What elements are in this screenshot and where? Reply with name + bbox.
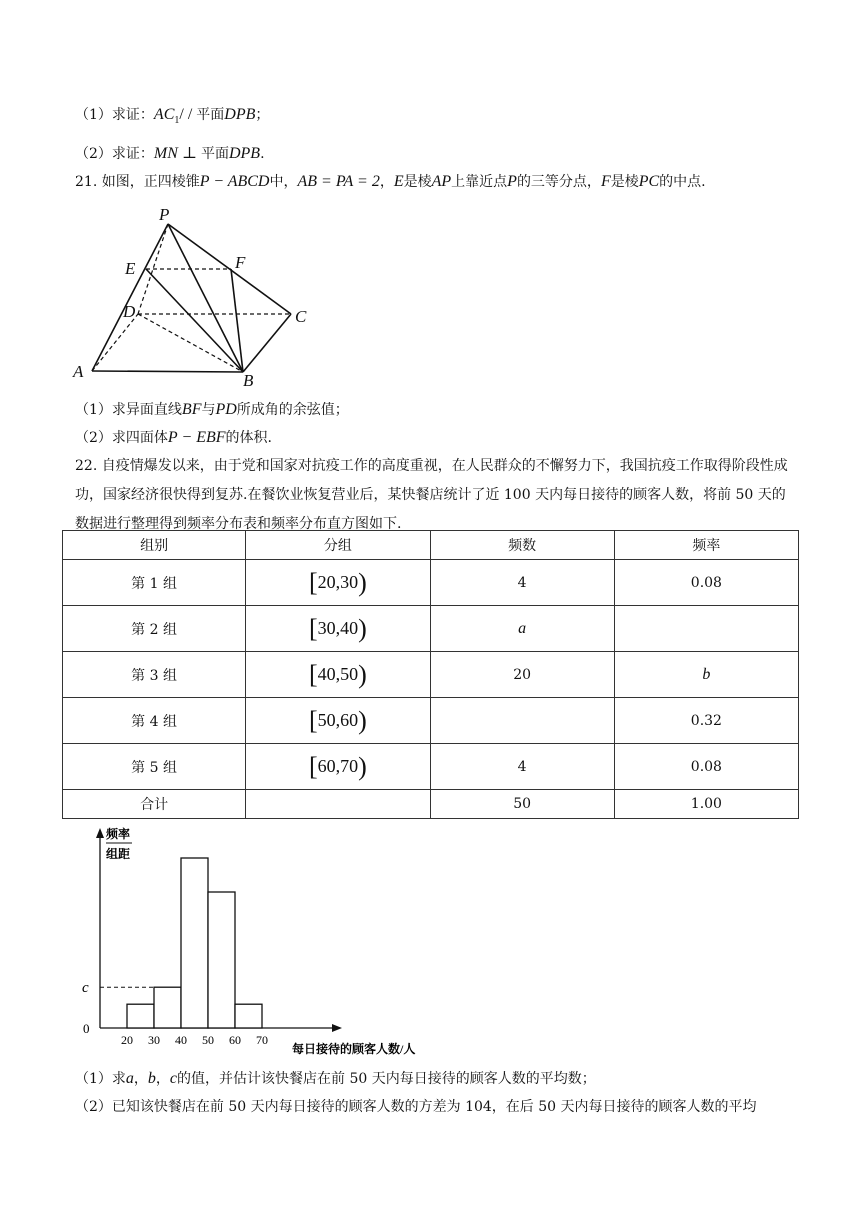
q22-var-c: c: [169, 1070, 178, 1087]
row-range: [50,60): [246, 698, 430, 744]
row-range: [60,70): [246, 744, 430, 790]
q21-solid: P − ABCD: [199, 173, 270, 190]
header-freq: 频率: [614, 531, 798, 560]
header-count: 频数: [430, 531, 614, 560]
q21-s2-b: 的体积.: [225, 430, 272, 446]
histogram-bar: [127, 1004, 154, 1028]
row-freq: 0.08: [614, 560, 798, 606]
histogram-bar: [181, 858, 208, 1028]
table-header-row: [63, 531, 799, 560]
q20-ac1-sub: 1: [174, 114, 180, 126]
q20-parallel: / /: [179, 106, 197, 123]
row-range: [30,40): [246, 606, 430, 652]
histogram-bar: [208, 892, 235, 1028]
segment-db: [138, 314, 243, 372]
q21-s1-a: （1）求异面直线: [75, 402, 182, 418]
label-f: F: [235, 253, 246, 272]
q20-ac1: AC: [153, 106, 175, 123]
q22-stem: 22. 自疫情爆发以来，由于党和国家对抗疫工作的高度重视，在人民群众的不懈努力下，我国抗疫工作取得阶段性成功，国家经济很快得到复苏.在餐饮业恢复营业后，某快餐店统计了近 100 天内每日接待的顾客人数，将前 50 天的数据进行整理得到频率分布表和频率分布直方图如下.: [75, 458, 788, 532]
row-range: [40,50): [246, 652, 430, 698]
table-row: [63, 744, 799, 790]
q22-part1: [75, 1068, 596, 1088]
q21-t7: 的中点.: [659, 174, 706, 190]
header-group: 组别: [63, 531, 246, 560]
q20-plane-1: 平面: [196, 107, 225, 123]
x-tick-label: 20: [121, 1033, 133, 1047]
q20-part1: [75, 104, 269, 126]
row-count: 20: [430, 652, 614, 698]
q21-pebf: P − EBF: [167, 429, 226, 446]
q20-part2-end: .: [260, 146, 265, 162]
row-freq: 0.32: [614, 698, 798, 744]
q20-part2-prefix: （2）求证：: [75, 146, 154, 162]
total-label: 合计: [63, 790, 246, 819]
y-axis-arrow: [96, 828, 104, 838]
table-row: [63, 560, 799, 606]
row-group: 第 3 组: [63, 652, 246, 698]
q21-e: E: [393, 173, 404, 190]
table-total-row: [63, 790, 799, 819]
q20-part1-end: ；: [255, 107, 270, 123]
q21-part2: [75, 427, 272, 447]
edge-pc: [168, 224, 291, 314]
label-c: C: [295, 307, 307, 326]
q22-var-b: b: [147, 1070, 156, 1087]
q21-s1-c: 所成角的余弦值；: [236, 402, 349, 418]
row-group: 第 2 组: [63, 606, 246, 652]
q22-sep-2: ，: [155, 1071, 170, 1087]
row-group: 第 4 组: [63, 698, 246, 744]
q21-s1-b: 与: [201, 402, 216, 418]
table-row: [63, 606, 799, 652]
x-tick-label: 30: [148, 1033, 160, 1047]
row-freq: b: [614, 652, 798, 698]
row-group: 第 1 组: [63, 560, 246, 606]
q21-t5: 的三等分点，: [516, 174, 601, 190]
q21-num: 21. 如图，正四棱锥: [75, 174, 200, 190]
q20-part2: [75, 143, 265, 163]
c-label: c: [82, 980, 89, 997]
total-count: 50: [430, 790, 614, 819]
q22-var-a: a: [125, 1070, 134, 1087]
label-b: B: [243, 371, 254, 390]
histogram-bar: [235, 1004, 262, 1028]
q20-perp: ⊥: [177, 145, 201, 162]
edge-ad: [92, 314, 138, 371]
segment-eb: [146, 269, 243, 372]
origin-label: 0: [83, 1021, 90, 1036]
table-row: [63, 698, 799, 744]
q20-mn: MN: [153, 145, 178, 162]
total-freq: 1.00: [614, 790, 798, 819]
label-p: P: [159, 205, 170, 224]
histogram: [70, 820, 450, 1065]
q22-sep-1: ，: [133, 1071, 148, 1087]
header-range: 分组: [246, 531, 430, 560]
label-e: E: [125, 259, 136, 278]
histogram-bar: [154, 987, 181, 1028]
q21-t2: ，: [379, 174, 394, 190]
q22-s1-b: 的值，并估计该快餐店在前 50 天内每日接待的顾客人数的平均数；: [177, 1071, 596, 1087]
x-tick-label: 50: [202, 1033, 214, 1047]
q21-t3: 是棱: [403, 174, 432, 190]
ylabel-bottom: 组距: [106, 847, 131, 861]
x-tick-label: 60: [229, 1033, 241, 1047]
total-range: [246, 790, 430, 819]
label-d: D: [123, 302, 136, 321]
ylabel-top: 频率: [106, 827, 131, 841]
q21-stem: [75, 171, 706, 191]
q21-s2-a: （2）求四面体: [75, 430, 168, 446]
row-count: a: [430, 606, 614, 652]
x-tick-label: 70: [256, 1033, 268, 1047]
q21-part1: [75, 399, 349, 419]
row-freq: 0.08: [614, 744, 798, 790]
x-axis-arrow: [332, 1024, 342, 1032]
q20-plane-2: 平面: [200, 146, 229, 162]
xlabel: 每日接待的顾客人数/人: [292, 1042, 416, 1056]
edge-pb: [168, 224, 243, 372]
q21-ap: AP: [431, 173, 452, 190]
x-tick-label: 40: [175, 1033, 187, 1047]
q21-cond: AB = PA = 2: [297, 173, 380, 190]
q21-t1: 中，: [269, 174, 298, 190]
row-count: 4: [430, 744, 614, 790]
q21-bf: BF: [181, 401, 202, 418]
row-range: [20,30): [246, 560, 430, 606]
q22-part2: （2）已知该快餐店在前 50 天内每日接待的顾客人数的方差为 104，在后 50 天内每日接待的顾客人数的平均: [75, 1099, 757, 1115]
q21-p: P: [507, 173, 517, 190]
pyramid-figure: [65, 200, 325, 390]
q21-f: F: [600, 173, 611, 190]
segment-fb: [231, 269, 243, 372]
table-row: [63, 652, 799, 698]
frequency-table: [62, 530, 799, 819]
row-count: [430, 698, 614, 744]
edge-ab: [92, 371, 243, 372]
row-count: 4: [430, 560, 614, 606]
q20-dpb-1: DPB: [224, 106, 256, 123]
q21-pd: PD: [215, 401, 237, 418]
q22-s1-a: （1）求: [75, 1071, 126, 1087]
row-freq: [614, 606, 798, 652]
q20-dpb-2: DPB: [228, 145, 261, 162]
q21-t4: 上靠近点: [451, 174, 508, 190]
edge-bc: [243, 314, 291, 372]
edge-pa: [92, 224, 168, 371]
label-a: A: [73, 362, 84, 381]
q21-t6: 是棱: [610, 174, 639, 190]
row-group: 第 5 组: [63, 744, 246, 790]
q21-pc: PC: [638, 173, 660, 190]
q20-part1-prefix: （1）求证：: [75, 107, 154, 123]
